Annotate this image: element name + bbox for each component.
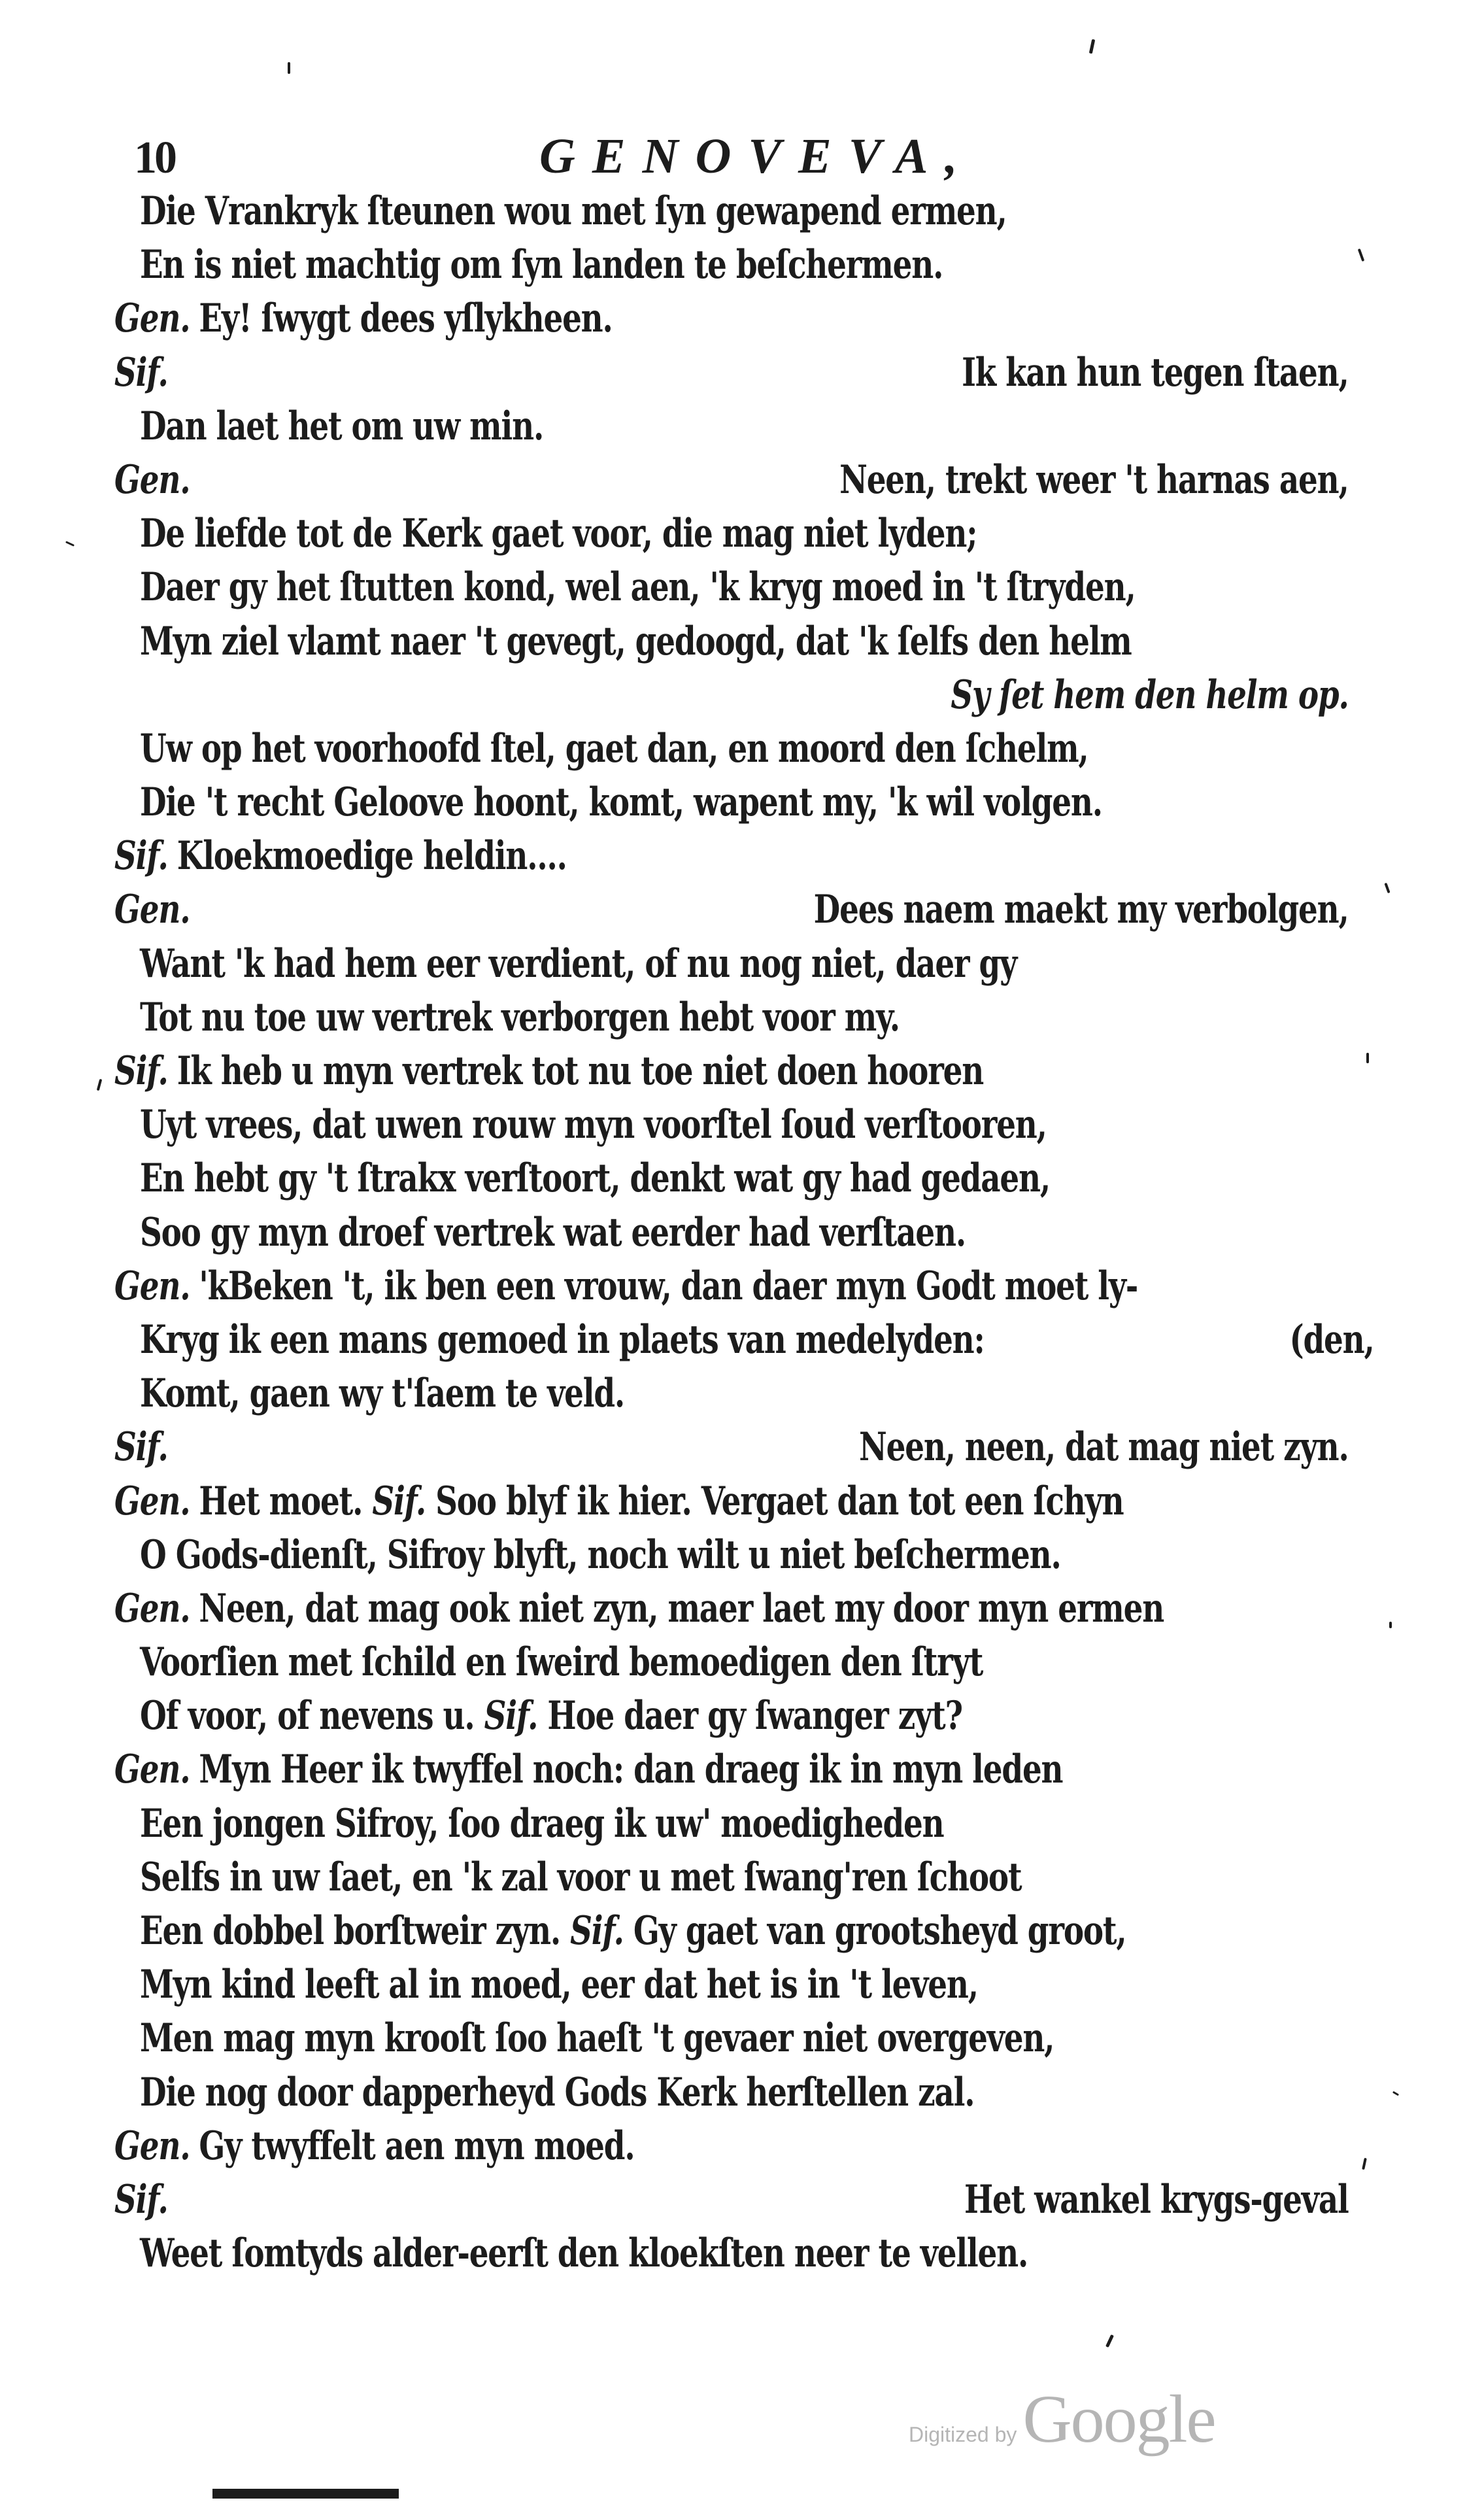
verse-text: De liefde tot de Kerk gaet voor, die mag niet lyden; [140, 511, 977, 557]
running-title: GENOVEVA, [539, 129, 975, 184]
verse-text-continued: Soo blyf ik hier. Vergaet dan tot een ſchyn [435, 1478, 1124, 1524]
speaker-label: Gen. [114, 2123, 190, 2169]
verse-line [114, 1420, 1349, 1474]
google-logo: Google [1022, 2382, 1215, 2457]
speaker-label: Gen. [114, 887, 190, 933]
verse-line [114, 1206, 1374, 1259]
speaker-label: Sif. [114, 1424, 168, 1471]
speaker-label: Sif. [114, 833, 168, 880]
verse-text: Kryg ik een mans gemoed in plaets van medelyden: [140, 1316, 985, 1363]
speaker-label: Sif. [114, 349, 168, 396]
verse-line [114, 1904, 1374, 1958]
verse-line [114, 722, 1374, 776]
watermark-prefix: Digitized by [909, 2423, 1017, 2446]
verse-line [114, 453, 1349, 507]
scan-speck [65, 541, 75, 547]
verse-line [114, 2066, 1374, 2119]
running-head [134, 128, 1363, 187]
verse-text-right: Neen, trekt weer 't harnas aen, [839, 456, 1349, 503]
verse-line [114, 1475, 1349, 1528]
scan-speck [1362, 2158, 1367, 2170]
verse-line [114, 1851, 1374, 1904]
verse-text: Die Vrankryk ſteunen wou met ſyn gewapend ermen, [140, 188, 1007, 234]
verse-line [114, 507, 1374, 560]
verse-text: Uw op het voorhoofd ſtel, gaet dan, en moord den ſchelm, [140, 725, 1088, 772]
scan-speck [1389, 1622, 1392, 1628]
speaker-label: Gen. [114, 296, 190, 342]
scan-speck [1392, 2091, 1399, 2096]
verse-line [114, 1367, 1374, 1420]
verse-text: Want 'k had hem eer verdient, of nu nog niet, daer gy [140, 940, 1017, 987]
verse-text: Die nog door dapperheyd Gods Kerk herſtellen zal. [140, 2069, 975, 2115]
verse-line [114, 1743, 1349, 1796]
verse-line [114, 1152, 1374, 1205]
digitized-by-google-watermark [909, 2380, 1215, 2458]
verse-line [114, 1044, 1349, 1098]
page-number: 10 [134, 133, 175, 183]
verse-line [114, 1635, 1374, 1689]
verse-line [114, 1313, 1374, 1367]
verse-text: Ey! ſwygt dees yſlykheen. [199, 296, 613, 342]
inline-speaker-label: Sif. [372, 1478, 426, 1524]
verse-text-right: Dees naem maekt my verbolgen, [813, 887, 1349, 933]
stage-direction-text: Sy ſet hem den helm op. [951, 672, 1349, 718]
scan-speck [1105, 2334, 1114, 2348]
verse-line [114, 1958, 1374, 2011]
verse-text: Of voor, of nevens u. [140, 1693, 475, 1739]
verse-line [114, 1259, 1349, 1313]
verse-line [114, 1098, 1374, 1152]
speaker-label: Gen. [114, 1263, 190, 1309]
scan-speck [97, 1079, 103, 1091]
speaker-label: Gen. [114, 1585, 190, 1631]
verse-line [114, 991, 1374, 1044]
stage-direction [114, 668, 1349, 722]
speaker-label: Gen. [114, 1478, 190, 1524]
verse-text-right: Neen, neen, dat mag niet zyn. [858, 1424, 1349, 1471]
verse-text: Voorſien met ſchild en ſweird bemoedigen den ſtryt [140, 1639, 983, 1686]
verse-text: Weet ſomtyds alder-eerſt den kloekſten neer te vellen. [140, 2230, 1028, 2277]
verse-line [114, 1689, 1374, 1743]
verse-line [114, 560, 1374, 614]
verse-text: Komt, gaen wy t'ſaem te veld. [140, 1371, 625, 1417]
verse-text-right: Ik kan hun tegen ſtaen, [962, 349, 1349, 396]
verse-line [114, 937, 1374, 991]
verse-text: Tot nu toe uw vertrek verborgen hebt voor my. [140, 994, 900, 1040]
verse-text: O Gods-dienſt, Sifroy blyft, noch wilt u niet beſchermen. [140, 1531, 1061, 1578]
verse-text: Soo gy myn droef vertrek wat eerder had verſtaen. [140, 1209, 966, 1256]
scan-speck [288, 62, 290, 74]
verse-line [114, 883, 1349, 936]
scan-speck [1384, 883, 1390, 893]
verse-line [114, 1582, 1349, 1635]
verse-text: Kloekmoedige heldin.... [177, 833, 567, 880]
verse-line [114, 2011, 1374, 2065]
verse-line [114, 2173, 1349, 2227]
verse-text: Gy twyffelt aen myn moed. [199, 2123, 635, 2169]
verse-line [114, 238, 1374, 292]
scan-speck [1366, 1053, 1369, 1063]
verse-text: Myn ziel vlamt naer 't gevegt, gedoogd, dat 'k ſelfs den helm [140, 618, 1132, 664]
verse-line [114, 2119, 1349, 2173]
verse-text-block [114, 184, 1374, 2280]
verse-line [114, 292, 1349, 345]
verse-text: Myn Heer ik twyffel noch: dan draeg ik in myn leden [199, 1747, 1063, 1793]
verse-text: Het moet. [199, 1478, 363, 1524]
verse-line [114, 776, 1374, 829]
verse-text: Die 't recht Geloove hoont, komt, wapent my, 'k wil volgen. [140, 779, 1102, 826]
verse-line [114, 829, 1349, 883]
inline-speaker-label: Sif. [570, 1908, 624, 1954]
scan-speck [1089, 39, 1095, 54]
speaker-label: Gen. [114, 456, 190, 503]
verse-text: Een dobbel borſtweir zyn. [140, 1908, 560, 1954]
verse-text: En hebt gy 't ſtrakx verſtoort, denkt wat gy had gedaen, [140, 1155, 1050, 1202]
verse-text: Uyt vrees, dat uwen rouw myn voorſtel ſoud verſtooren, [140, 1102, 1047, 1148]
verse-text-continued: Hoe daer gy ſwanger zyt? [547, 1693, 962, 1739]
verse-line [114, 1797, 1374, 1851]
verse-text: Neen, dat mag ook niet zyn, maer laet my door myn ermen [199, 1585, 1164, 1631]
verse-line [114, 2227, 1374, 2280]
verse-line [114, 346, 1349, 400]
inline-speaker-label: Sif. [484, 1693, 538, 1739]
bottom-rule [212, 2489, 399, 2499]
speaker-label: Gen. [114, 1747, 190, 1793]
speaker-label: Sif. [114, 1048, 168, 1094]
verse-text: Men mag myn krooſt ſoo haeſt 't gevaer niet overgeven, [140, 2015, 1054, 2062]
verse-text: Ik heb u myn vertrek tot nu toe niet doen hooren [177, 1048, 984, 1094]
verse-text: Dan laet het om uw min. [140, 403, 544, 449]
verse-text: Selfs in uw ſaet, en 'k zal voor u met ſwang'ren ſchoot [140, 1854, 1022, 1900]
verse-text-right: (den, [1289, 1316, 1374, 1363]
verse-line [114, 1528, 1374, 1582]
verse-text-continued: Gy gaet van grootsheyd groot, [633, 1908, 1126, 1954]
verse-line [114, 615, 1374, 668]
verse-line [114, 400, 1374, 453]
verse-text: Een jongen Sifroy, ſoo draeg ik uw' moedigheden [140, 1800, 944, 1847]
verse-text: Daer gy het ſtutten kond, wel aen, 'k kryg moed in 't ſtryden, [140, 564, 1136, 611]
verse-text-right: Het wankel krygs-geval [964, 2176, 1349, 2223]
verse-text: 'kBeken 't, ik ben een vrouw, dan daer myn Godt moet ly- [199, 1263, 1138, 1309]
speaker-label: Sif. [114, 2176, 168, 2223]
verse-text: Myn kind leeft al in moed, eer dat het is in 't leven, [140, 1962, 978, 2008]
verse-line [114, 184, 1374, 238]
verse-text: En is niet machtig om ſyn landen te beſchermen. [140, 242, 943, 288]
